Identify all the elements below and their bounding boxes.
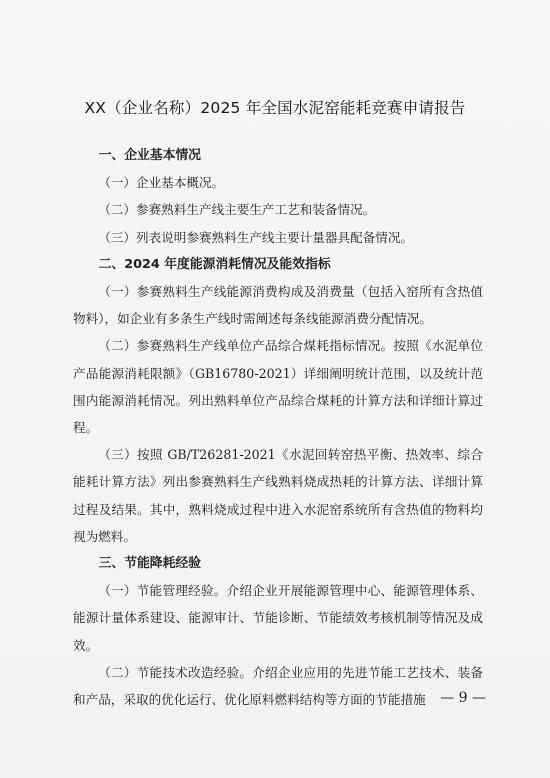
paragraph: （二）参赛熟料生产线主要生产工艺和装备情况。 [98, 202, 376, 218]
page-number: — 9 — [440, 690, 486, 706]
section-heading-1: 一、企业基本情况 [98, 148, 201, 163]
page-title: XX（企业名称）2025 年全国水泥窑能耗竞赛申请报告 [84, 99, 466, 117]
paragraph: （二）节能技术改造经验。介绍企业应用的先进节能工艺技术、装备和产品，采取的优化运行、优化原料燃料结构等方面的节能措施 [73, 664, 483, 708]
paragraph: （二）参赛熟料生产线单位产品综合煤耗指标情况。按照《水泥单位产品能源消耗限额》（GB16780-2021）详细阐明统计范围，以及统计范围内能源消耗情况。列出熟料单位产品综合煤耗的计算方法和详细计算过程。 [73, 338, 483, 436]
paragraph: （一）节能管理经验。介绍企业开展能源管理中心、能源管理体系、能源计量体系建设、能源审计、节能诊断、节能绩效考核机制等情况及成效。 [73, 583, 483, 653]
section-heading-2: 二、2024 年度能源消耗情况及能效指标 [98, 256, 331, 272]
paragraph: （一）参赛熟料生产线能源消费构成及消费量（包括入窑所有含热值物料），如企业有多条生产线时需阐述每条线能源消费分配情况。 [73, 284, 483, 327]
document-body [73, 142, 483, 713]
paragraph: （三）按照 GB/T26281-2021《水泥回转窑热平衡、热效率、综合能耗计算方法》列出参赛熟料生产线熟料烧成热耗的计算方法、详细计算过程及结果。其中，熟料烧成过程中进入水泥窑系统所有含热值的物料均视为燃料。 [73, 447, 483, 544]
section-heading-3: 三、节能降耗经验 [98, 556, 201, 572]
paragraph: （三）列表说明参赛熟料生产线主要计量器具配备情况。 [98, 229, 414, 245]
paragraph: （一）企业基本概况。 [98, 175, 225, 191]
